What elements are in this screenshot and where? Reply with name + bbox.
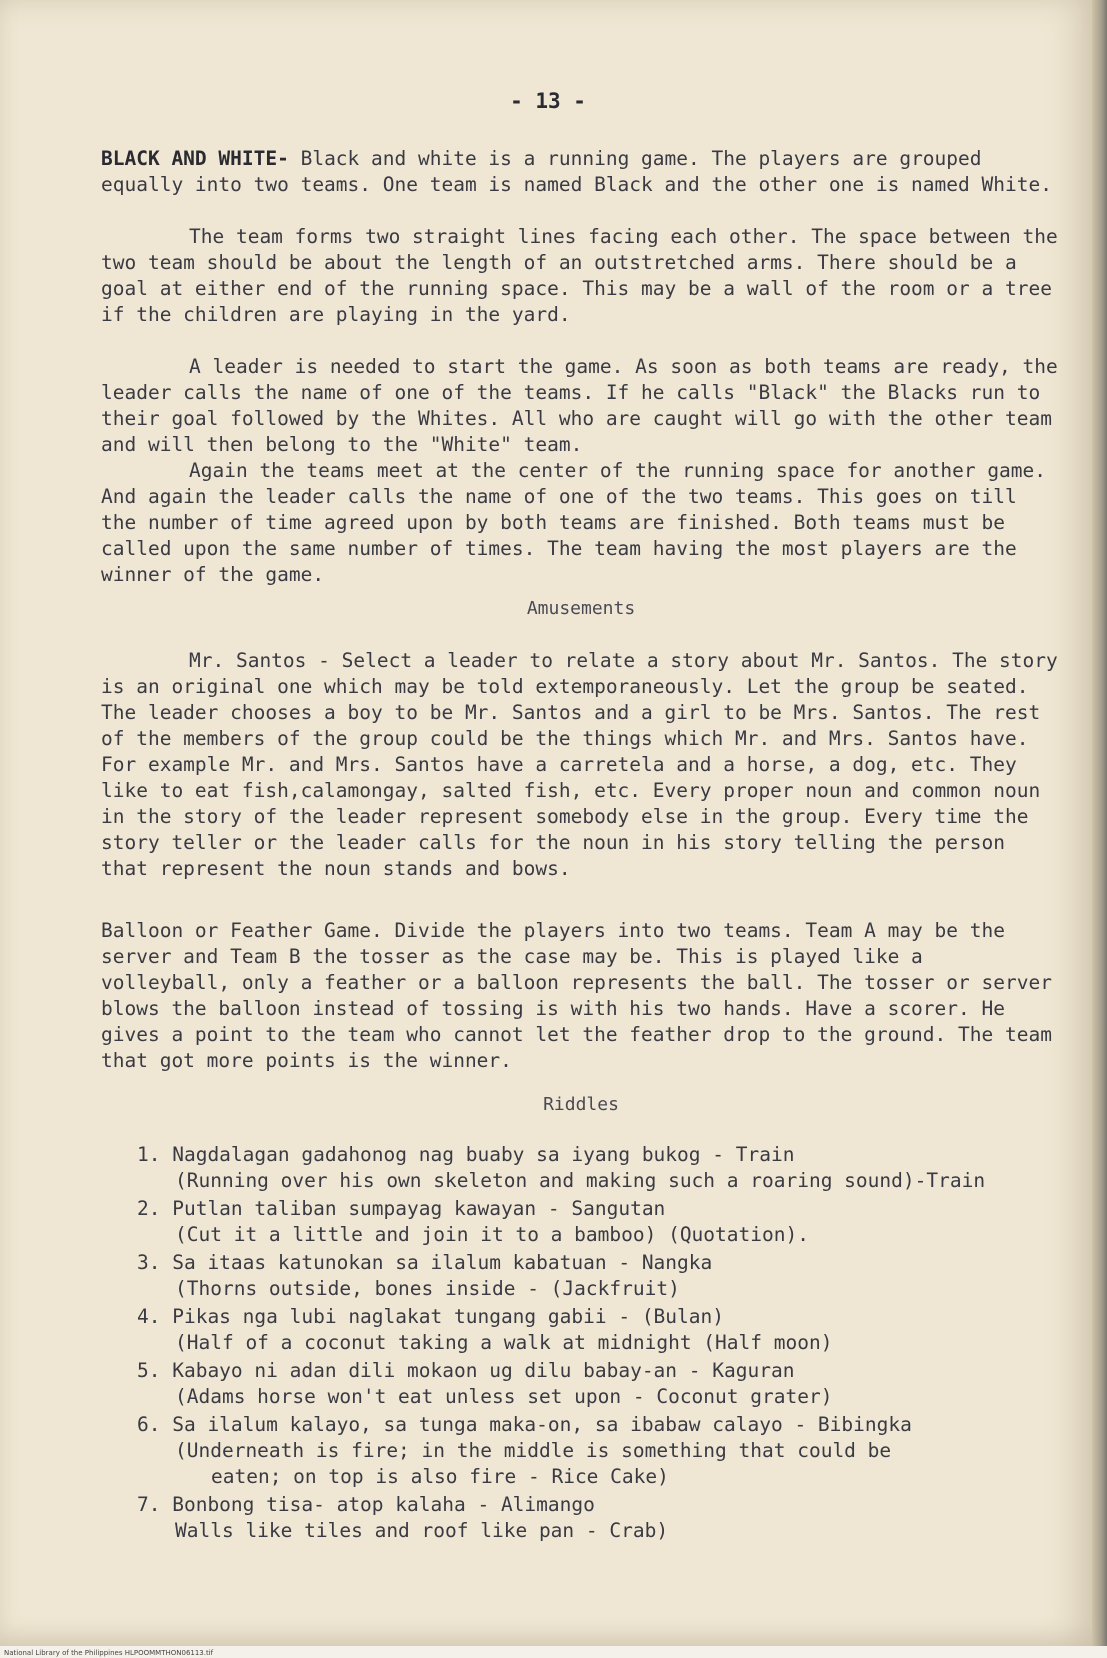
riddle-3-translation: (Thorns outside, bones inside - (Jackfruit)	[175, 1277, 680, 1300]
riddle-item-2	[137, 1196, 1097, 1248]
riddle-4-translation: (Half of a coconut taking a walk at midnight (Half moon)	[175, 1331, 833, 1354]
riddle-2-text: 2. Putlan taliban sumpayag kawayan - Sangutan	[137, 1197, 666, 1220]
riddle-item-3	[137, 1250, 1097, 1302]
riddle-6-translation: (Underneath is fire; in the middle is something that could be	[175, 1439, 892, 1462]
amusements-heading: Amusements	[526, 598, 636, 619]
riddle-2-translation: (Cut it a little and join it to a bamboo) (Quotation).	[175, 1223, 809, 1246]
scan-credit-text: National Library of the Philippines HLPOOMMTHON06113.tif	[4, 1649, 214, 1657]
black-and-white-line-0: Black and white is a running game. The players are grouped equally into two teams. One team is named Black and the other one is named White.	[101, 147, 1052, 196]
black-and-white-line-2: A leader is needed to start the game. As soon as both teams are ready, the leader calls the name of one of the teams. If he calls "Black" the Blacks run to their goal followed by the Whites. All who are caught will go with the other team and will then belong to the "White" team.	[101, 355, 1070, 456]
riddles-list	[137, 1142, 1097, 1546]
black-and-white-intro	[101, 146, 1061, 198]
riddle-item-4	[137, 1304, 1097, 1356]
riddle-7-text: 7. Bonbong tisa- atop kalaha - Alimango	[137, 1493, 595, 1516]
mr-santos-paragraph: Mr. Santos - Select a leader to relate a story about Mr. Santos. The story is an original one which may be told extemporaneously. Let the group be seated. The leader chooses a boy to be Mr. Santos and a girl to be Mrs. Santos. The rest of the members of the group could be the things which Mr. and Mrs. Santos have. For example Mr. and Mrs. Santos have a carretela and a horse, a dog, etc. They like to eat fish,calamongay, salted fish, etc. Every proper noun and common noun in the story of the leader represent somebody else in the group. Every time the story teller or the leader calls for the noun in his story telling the person that represent the noun stands and bows.	[101, 649, 1070, 880]
black-and-white-line-1: The team forms two straight lines facing each other. The space between the two team should be about the length of an outstretched arms. There should be a goal at either end of the running space. This may be a wall of the room or a tree if the children are playing in the yard.	[101, 225, 1070, 326]
riddle-5-translation: (Adams horse won't eat unless set upon - Coconut grater)	[175, 1385, 833, 1408]
page-number: - 13 -	[510, 89, 586, 113]
black-and-white-line-3: Again the teams meet at the center of the running space for another game. And again the leader calls the name of one of the two teams. This goes on till the number of time agreed upon by both teams are finished. Both teams must be called upon the same number of times. The team having the most players are the winner of the game.	[101, 459, 1058, 586]
riddle-7-translation: Walls like tiles and roof like pan - Crab)	[175, 1519, 669, 1542]
riddle-6-translation-cont: eaten; on top is also fire - Rice Cake)	[211, 1465, 669, 1488]
riddles-heading: Riddles	[543, 1094, 619, 1115]
scan-footer-strip	[0, 1646, 1107, 1658]
balloon-feather-paragraph: Balloon or Feather Game. Divide the players into two teams. Team A may be the server and Team B the tosser as the case may be. This is played like a volleyball, only a feather or a balloon represents the ball. The tosser or server blows the balloon instead of tossing is with his two hands. Have a scorer. He gives a point to the team who cannot let the feather drop to the ground. The team that got more points is the winner.	[101, 919, 1064, 1072]
riddle-3-text: 3. Sa itaas katunokan sa ilalum kabatuan - Nangka	[137, 1251, 713, 1274]
riddle-item-7	[137, 1492, 1097, 1544]
riddle-item-1	[137, 1142, 1097, 1194]
riddle-1-text: 1. Nagdalagan gadahonog nag buaby sa iyang bukog - Train	[137, 1143, 795, 1166]
black-and-white-title: BLACK AND WHITE-	[101, 147, 289, 170]
riddle-item-5	[137, 1358, 1097, 1410]
riddle-6-text: 6. Sa ilalum kalayo, sa tunga maka-on, sa ibabaw calayo - Bibingka	[137, 1413, 912, 1436]
page-edge-shadow	[1092, 0, 1107, 1646]
riddle-item-6	[137, 1412, 1097, 1490]
riddle-4-text: 4. Pikas nga lubi naglakat tungang gabii - (Bulan)	[137, 1305, 724, 1328]
riddle-1-translation: (Running over his own skeleton and making such a roaring sound)-Train	[175, 1169, 986, 1192]
riddle-5-text: 5. Kabayo ni adan dili mokaon ug dilu babay-an - Kaguran	[137, 1359, 795, 1382]
